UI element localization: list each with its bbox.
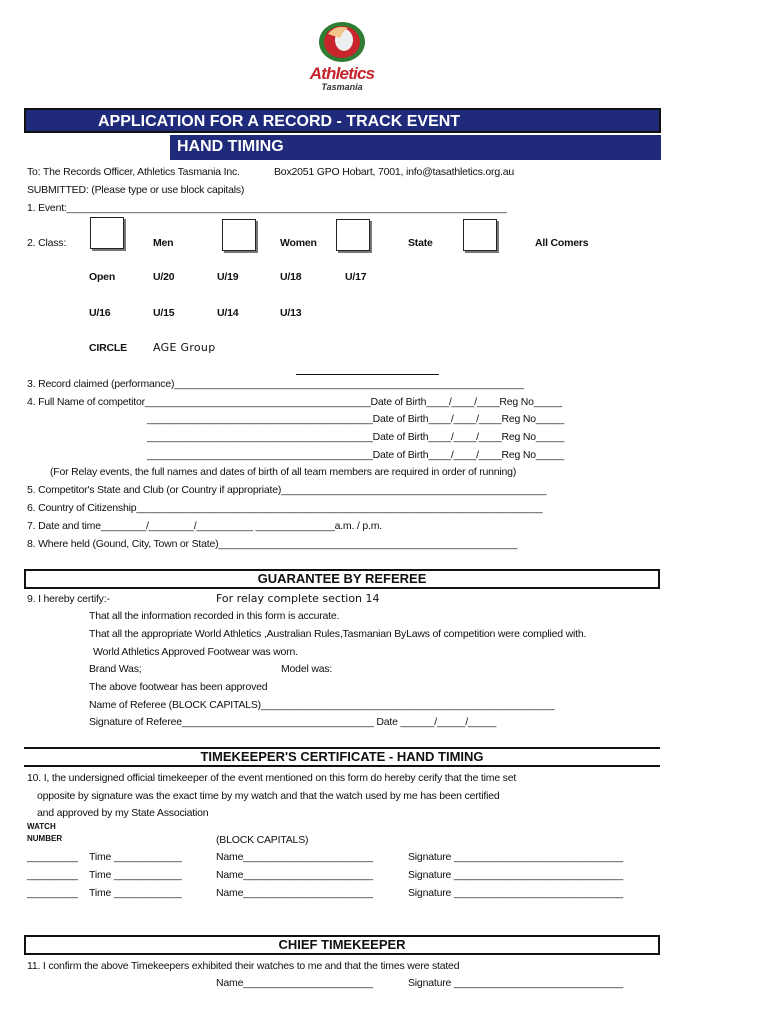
state-label: State	[408, 237, 433, 249]
age-option[interactable]: U/13	[280, 307, 302, 319]
name-field[interactable]: Name_______________________	[216, 851, 373, 863]
age-option[interactable]: U/17	[345, 271, 367, 283]
footwear-approved-line: The above footwear has been approved	[89, 681, 268, 693]
number-label: NUMBER	[27, 834, 63, 843]
brand-field[interactable]: Brand Was;	[89, 663, 142, 675]
age-option[interactable]: U/19	[217, 271, 239, 283]
timekeeper-paragraph: and approved by my State Association	[37, 807, 209, 819]
age-option[interactable]: U/20	[153, 271, 175, 283]
state-checkbox[interactable]	[336, 219, 370, 251]
women-label: Women	[280, 237, 317, 249]
date-time-field[interactable]: 7. Date and time________/________/__________ ______________a.m. / p.m.	[27, 520, 382, 532]
watch-number-field[interactable]: _________	[27, 887, 78, 899]
watch-number-field[interactable]: _________	[27, 869, 78, 881]
age-option[interactable]: U/15	[153, 307, 175, 319]
chief-signature-field[interactable]: Signature ______________________________	[408, 977, 624, 989]
chief-paragraph: 11. I confirm the above Timekeepers exhibited their watches to me and that the times were stated	[27, 960, 460, 972]
to-line: To: The Records Officer, Athletics Tasmania Inc.	[27, 166, 240, 178]
state-club-field[interactable]: 5. Competitor's State and Club (or Country if appropriate)_______________________________________________	[27, 484, 547, 496]
watch-label: WATCH	[27, 822, 56, 831]
all-comers-checkbox[interactable]	[463, 219, 497, 251]
team-member-field[interactable]: ________________________________________Date of Birth____/____/____Reg No_____	[147, 431, 565, 443]
referee-name-field[interactable]: Name of Referee (BLOCK CAPITALS)____________________________________________________	[89, 699, 555, 711]
men-label: Men	[153, 237, 174, 249]
referee-signature-field[interactable]: Signature of Referee__________________________________ Date ______/_____/_____	[89, 716, 497, 728]
circle-label: CIRCLE	[89, 342, 127, 354]
name-field[interactable]: Name_______________________	[216, 887, 373, 899]
all-comers-label: All Comers	[535, 237, 589, 249]
certify-line: That all the appropriate World Athletics ,Australian Rules,Tasmanian ByLaws of competition were complied with.	[89, 628, 587, 640]
class-label: 2. Class:	[27, 237, 67, 249]
age-option[interactable]: U/18	[280, 271, 302, 283]
title-banner	[24, 108, 661, 133]
where-held-field[interactable]: 8. Where held (Gound, City, Town or State)_____________________________________________________	[27, 538, 518, 550]
women-checkbox[interactable]	[222, 219, 256, 251]
divider-line	[296, 374, 439, 375]
signature-field[interactable]: Signature ______________________________	[408, 851, 624, 863]
citizenship-field[interactable]: 6. Country of Citizenship________________________________________________________________________	[27, 502, 543, 514]
timekeeper-paragraph: opposite by signature was the exact time by my watch and that the watch used by me has been certified	[37, 790, 500, 802]
block-capitals-label: (BLOCK CAPITALS)	[216, 834, 309, 846]
guarantee-heading: GUARANTEE BY REFEREE	[24, 569, 660, 589]
submitted-line: SUBMITTED: (Please type or use block capitals)	[27, 184, 245, 196]
relay-instruction: For relay complete section 14	[216, 592, 380, 605]
certify-line: That all the information recorded in this form is accurate.	[89, 610, 340, 622]
age-option[interactable]: U/16	[89, 307, 111, 319]
signature-field[interactable]: Signature ______________________________	[408, 887, 624, 899]
team-member-field[interactable]: ________________________________________Date of Birth____/____/____Reg No_____	[147, 449, 565, 461]
timekeeper-paragraph: 10. I, the undersigned official timekeeper of the event mentioned on this form do hereby cerify that the time set	[27, 772, 517, 784]
time-field[interactable]: Time ____________	[89, 887, 182, 899]
record-claimed-field[interactable]: 3. Record claimed (performance)______________________________________________________________	[27, 378, 524, 390]
team-member-field[interactable]: ________________________________________Date of Birth____/____/____Reg No_____	[147, 413, 565, 425]
time-field[interactable]: Time ____________	[89, 869, 182, 881]
page-title: APPLICATION FOR A RECORD - TRACK EVENT	[98, 113, 461, 130]
time-field[interactable]: Time ____________	[89, 851, 182, 863]
age-option[interactable]: U/14	[217, 307, 239, 319]
address-line: Box2051 GPO Hobart, 7001, info@tasathletics.org.au	[274, 166, 514, 178]
chief-timekeeper-heading: CHIEF TIMEKEEPER	[24, 935, 660, 955]
signature-field[interactable]: Signature ______________________________	[408, 869, 624, 881]
chief-name-field[interactable]: Name_______________________	[216, 977, 373, 989]
certify-line: World Athletics Approved Footwear was worn.	[93, 646, 298, 658]
model-field[interactable]: Model was:	[281, 663, 333, 675]
name-field[interactable]: Name_______________________	[216, 869, 373, 881]
age-option[interactable]: Open	[89, 271, 116, 283]
event-field[interactable]: 1. Event:______________________________________________________________________________	[27, 202, 507, 214]
full-name-field[interactable]: 4. Full Name of competitor________________________________________Date of Birth____/____/____Reg No_____	[27, 396, 562, 408]
certify-label: 9. I hereby certify:-	[27, 593, 110, 605]
age-group-label: AGE Group	[153, 341, 216, 354]
logo-subtext: Tasmania	[321, 82, 363, 92]
men-checkbox[interactable]	[90, 217, 124, 249]
page-subtitle: HAND TIMING	[177, 138, 284, 155]
timekeeper-heading: TIMEKEEPER'S CERTIFICATE - HAND TIMING	[24, 747, 660, 767]
watch-number-field[interactable]: _________	[27, 851, 78, 863]
logo-wordmark: Athletics	[309, 64, 375, 83]
subtitle-banner	[170, 135, 661, 160]
relay-note: (For Relay events, the full names and dates of birth of all team members are required in order of running)	[50, 466, 517, 478]
